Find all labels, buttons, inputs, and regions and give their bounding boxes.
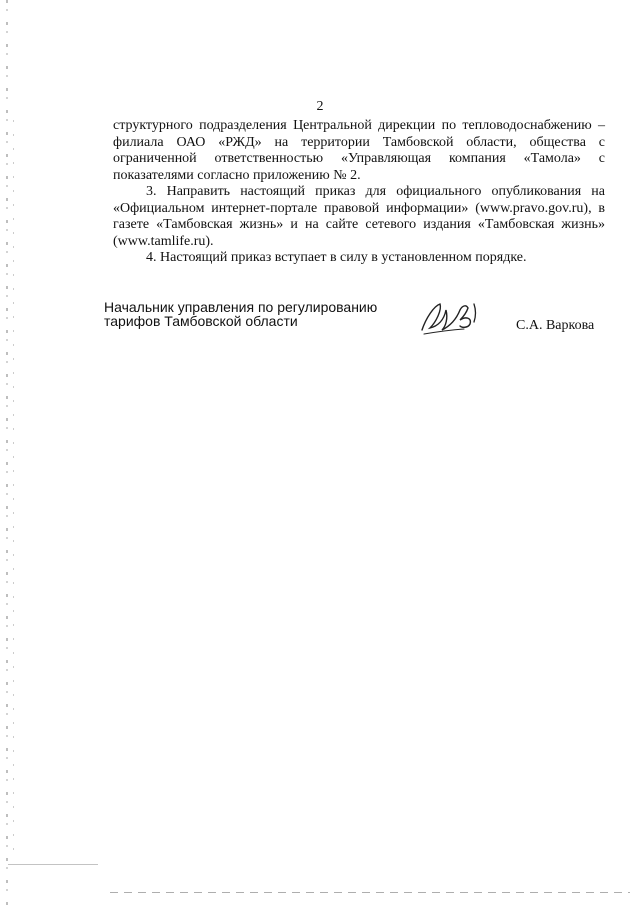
signatory-position-line: Начальник управления по регулированию <box>104 299 378 315</box>
signatory-position-line: тарифов Тамбовской области <box>104 313 298 329</box>
page-number: 2 <box>316 99 324 114</box>
paragraph-continuation: структурного подразделения Центральной дирекции по тепловодоснабжению – филиала ОАО «РЖД» на территории Тамбовской области, общества с ограниченной ответственностью «Управляющая компания «Тамола» с показателями согласно приложению № 2. <box>113 118 605 183</box>
paragraph-effective: 4. Настоящий приказ вступает в силу в установленном порядке. <box>146 250 527 265</box>
scan-bottom-artifact <box>110 892 630 893</box>
paragraph-publication: 3. Направить настоящий приказ для официального опубликования на «Официальном интернет-портале правовой информации» (www.pravo.gov.ru), в газете «Тамбовская жизнь» и на сайте сетевого издания «Тамбовская жизнь» (www.tamlife.ru). <box>113 184 605 249</box>
signatory-name: С.А. Варкова <box>516 318 595 333</box>
scan-edge-artifact <box>13 120 14 860</box>
signatory-position <box>104 300 377 328</box>
scan-edge-artifact <box>6 0 8 905</box>
scan-bottom-artifact <box>8 864 98 865</box>
document-body <box>113 118 605 267</box>
handwritten-signature <box>416 296 496 336</box>
